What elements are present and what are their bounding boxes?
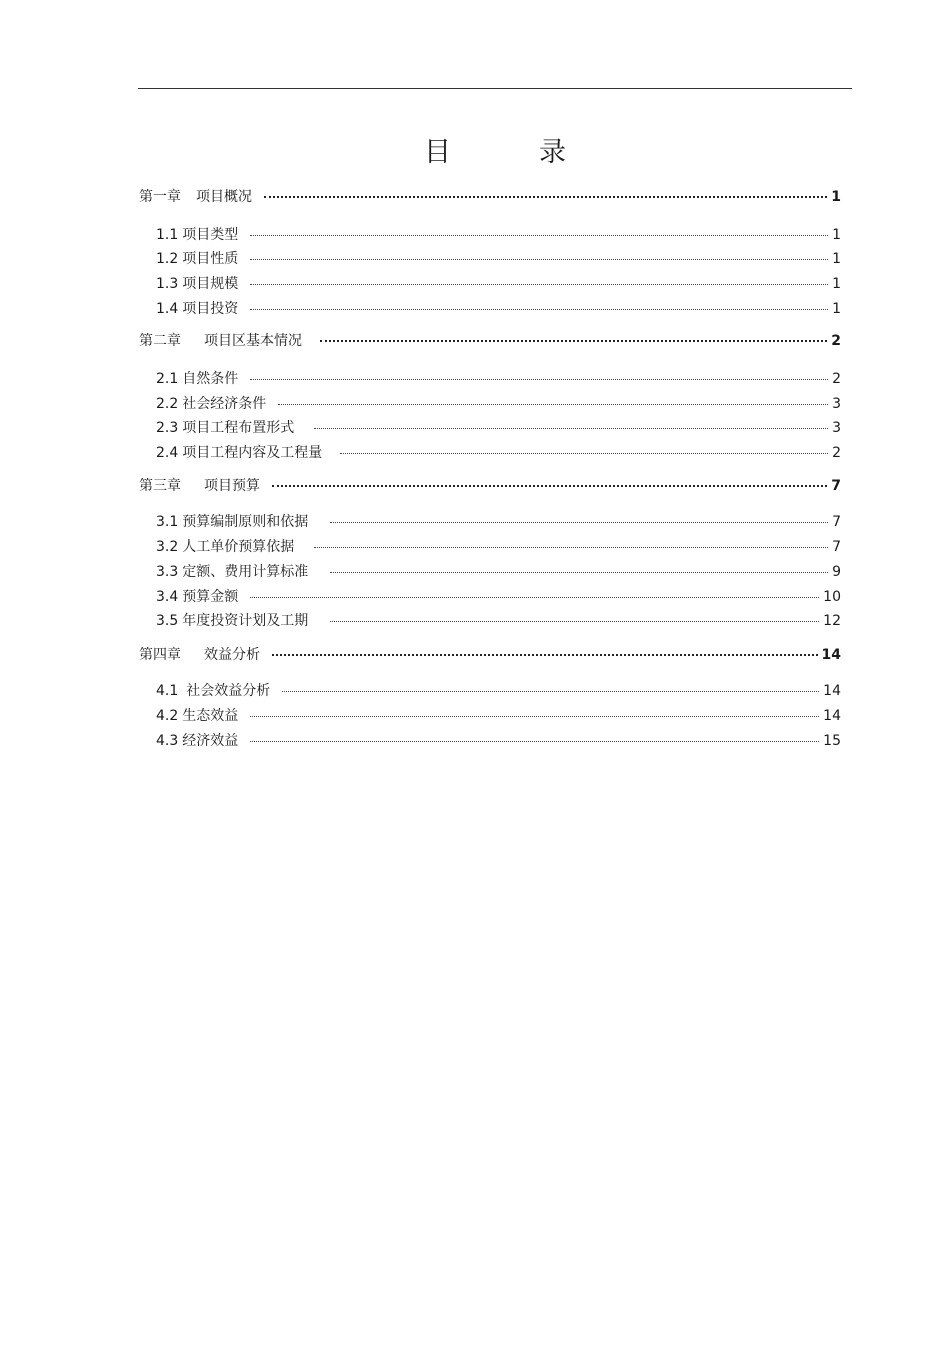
toc-section-2-4[interactable]	[156, 444, 841, 462]
title-char-1: 目	[424, 137, 451, 168]
toc-section-1-3[interactable]	[156, 275, 841, 293]
section-number: 1.1	[156, 227, 179, 243]
section-number: 1.2	[156, 251, 179, 267]
toc-section-4-1[interactable]	[156, 682, 841, 700]
toc-section-4-3[interactable]	[156, 732, 841, 750]
section-title: 项目投资	[182, 301, 239, 317]
section-number: 4.1	[156, 683, 179, 699]
dot-leader	[264, 196, 827, 198]
toc-chapter-1[interactable]	[139, 188, 841, 206]
toc-section-3-1[interactable]	[156, 513, 841, 531]
section-title: 预算金额	[182, 589, 239, 605]
section-title: 项目工程布置形式	[182, 420, 295, 436]
chapter-number: 第一章	[139, 189, 181, 205]
page-number: 2	[832, 371, 841, 387]
page-number: 2	[832, 445, 841, 461]
chapter-number: 第四章	[139, 647, 181, 663]
section-number: 3.4	[156, 589, 179, 605]
chapter-title: 项目区基本情况	[204, 333, 302, 349]
section-title: 自然条件	[182, 371, 239, 387]
page-number: 7	[832, 539, 841, 555]
section-title: 项目类型	[182, 227, 239, 243]
page-number: 7	[832, 514, 841, 530]
dot-leader	[250, 597, 819, 598]
section-number: 3.2	[156, 539, 179, 555]
page-number: 3	[832, 420, 841, 436]
section-number: 3.5	[156, 613, 179, 629]
toc-section-1-4[interactable]	[156, 300, 841, 318]
section-number: 2.1	[156, 371, 179, 387]
toc-chapter-3[interactable]	[139, 477, 841, 495]
section-title: 项目工程内容及工程量	[182, 445, 323, 461]
toc-section-1-1[interactable]	[156, 226, 841, 244]
section-number: 3.1	[156, 514, 179, 530]
toc-section-3-4[interactable]	[156, 588, 841, 606]
page-number: 1	[832, 251, 841, 267]
dot-leader	[250, 309, 828, 310]
section-number: 4.2	[156, 708, 179, 724]
section-title: 社会效益分析	[186, 683, 271, 699]
page-number: 14	[821, 647, 841, 663]
chapter-title: 项目概况	[196, 189, 252, 205]
page-number: 3	[832, 396, 841, 412]
section-number: 3.3	[156, 564, 179, 580]
page-number: 9	[832, 564, 841, 580]
dot-leader	[250, 716, 819, 717]
dot-leader	[340, 453, 828, 454]
dot-leader	[278, 404, 828, 405]
toc-section-3-2[interactable]	[156, 538, 841, 556]
toc-section-1-2[interactable]	[156, 250, 841, 268]
dot-leader	[250, 741, 819, 742]
toc-section-2-3[interactable]	[156, 419, 841, 437]
page-number: 2	[831, 333, 841, 349]
dot-leader	[250, 379, 828, 380]
toc-section-3-3[interactable]	[156, 563, 841, 581]
section-title: 预算编制原则和依据	[182, 514, 309, 530]
section-number: 2.3	[156, 420, 179, 436]
dot-leader	[272, 485, 827, 487]
section-title: 定额、费用计算标准	[182, 564, 309, 580]
page-number: 12	[823, 613, 841, 629]
page-number: 14	[823, 708, 841, 724]
page-title	[0, 130, 950, 169]
section-title: 社会经济条件	[182, 396, 267, 412]
toc-section-3-5[interactable]	[156, 612, 841, 630]
section-number: 1.3	[156, 276, 179, 292]
toc-section-4-2[interactable]	[156, 707, 841, 725]
toc-chapter-2[interactable]	[139, 332, 841, 350]
title-char-2: 录	[539, 137, 566, 168]
dot-leader	[330, 522, 828, 523]
page-number: 1	[832, 276, 841, 292]
dot-leader	[250, 235, 828, 236]
section-title: 项目性质	[182, 251, 239, 267]
section-title: 经济效益	[182, 733, 239, 749]
chapter-number: 第三章	[139, 478, 181, 494]
dot-leader	[282, 691, 819, 692]
chapter-title: 效益分析	[204, 647, 260, 663]
dot-leader	[314, 428, 828, 429]
dot-leader	[250, 284, 828, 285]
section-number: 1.4	[156, 301, 179, 317]
chapter-title: 项目预算	[204, 478, 260, 494]
dot-leader	[250, 259, 828, 260]
page-number: 15	[823, 733, 841, 749]
page-number: 1	[832, 301, 841, 317]
dot-leader	[330, 572, 828, 573]
dot-leader	[330, 621, 819, 622]
page-number: 1	[832, 227, 841, 243]
page-number: 10	[823, 589, 841, 605]
chapter-number: 第二章	[139, 333, 181, 349]
toc-section-2-2[interactable]	[156, 395, 841, 413]
toc-section-2-1[interactable]	[156, 370, 841, 388]
page-number: 14	[823, 683, 841, 699]
page-number: 1	[831, 189, 841, 205]
toc-chapter-4[interactable]	[139, 646, 841, 664]
section-title: 人工单价预算依据	[182, 539, 295, 555]
dot-leader	[272, 654, 818, 656]
section-number: 2.2	[156, 396, 179, 412]
section-title: 年度投资计划及工期	[182, 613, 309, 629]
page-number: 7	[831, 478, 841, 494]
section-title: 项目规模	[182, 276, 239, 292]
section-number: 2.4	[156, 445, 179, 461]
dot-leader	[320, 340, 827, 342]
dot-leader	[314, 547, 828, 548]
header-rule	[138, 88, 852, 89]
section-title: 生态效益	[182, 708, 239, 724]
section-number: 4.3	[156, 733, 179, 749]
